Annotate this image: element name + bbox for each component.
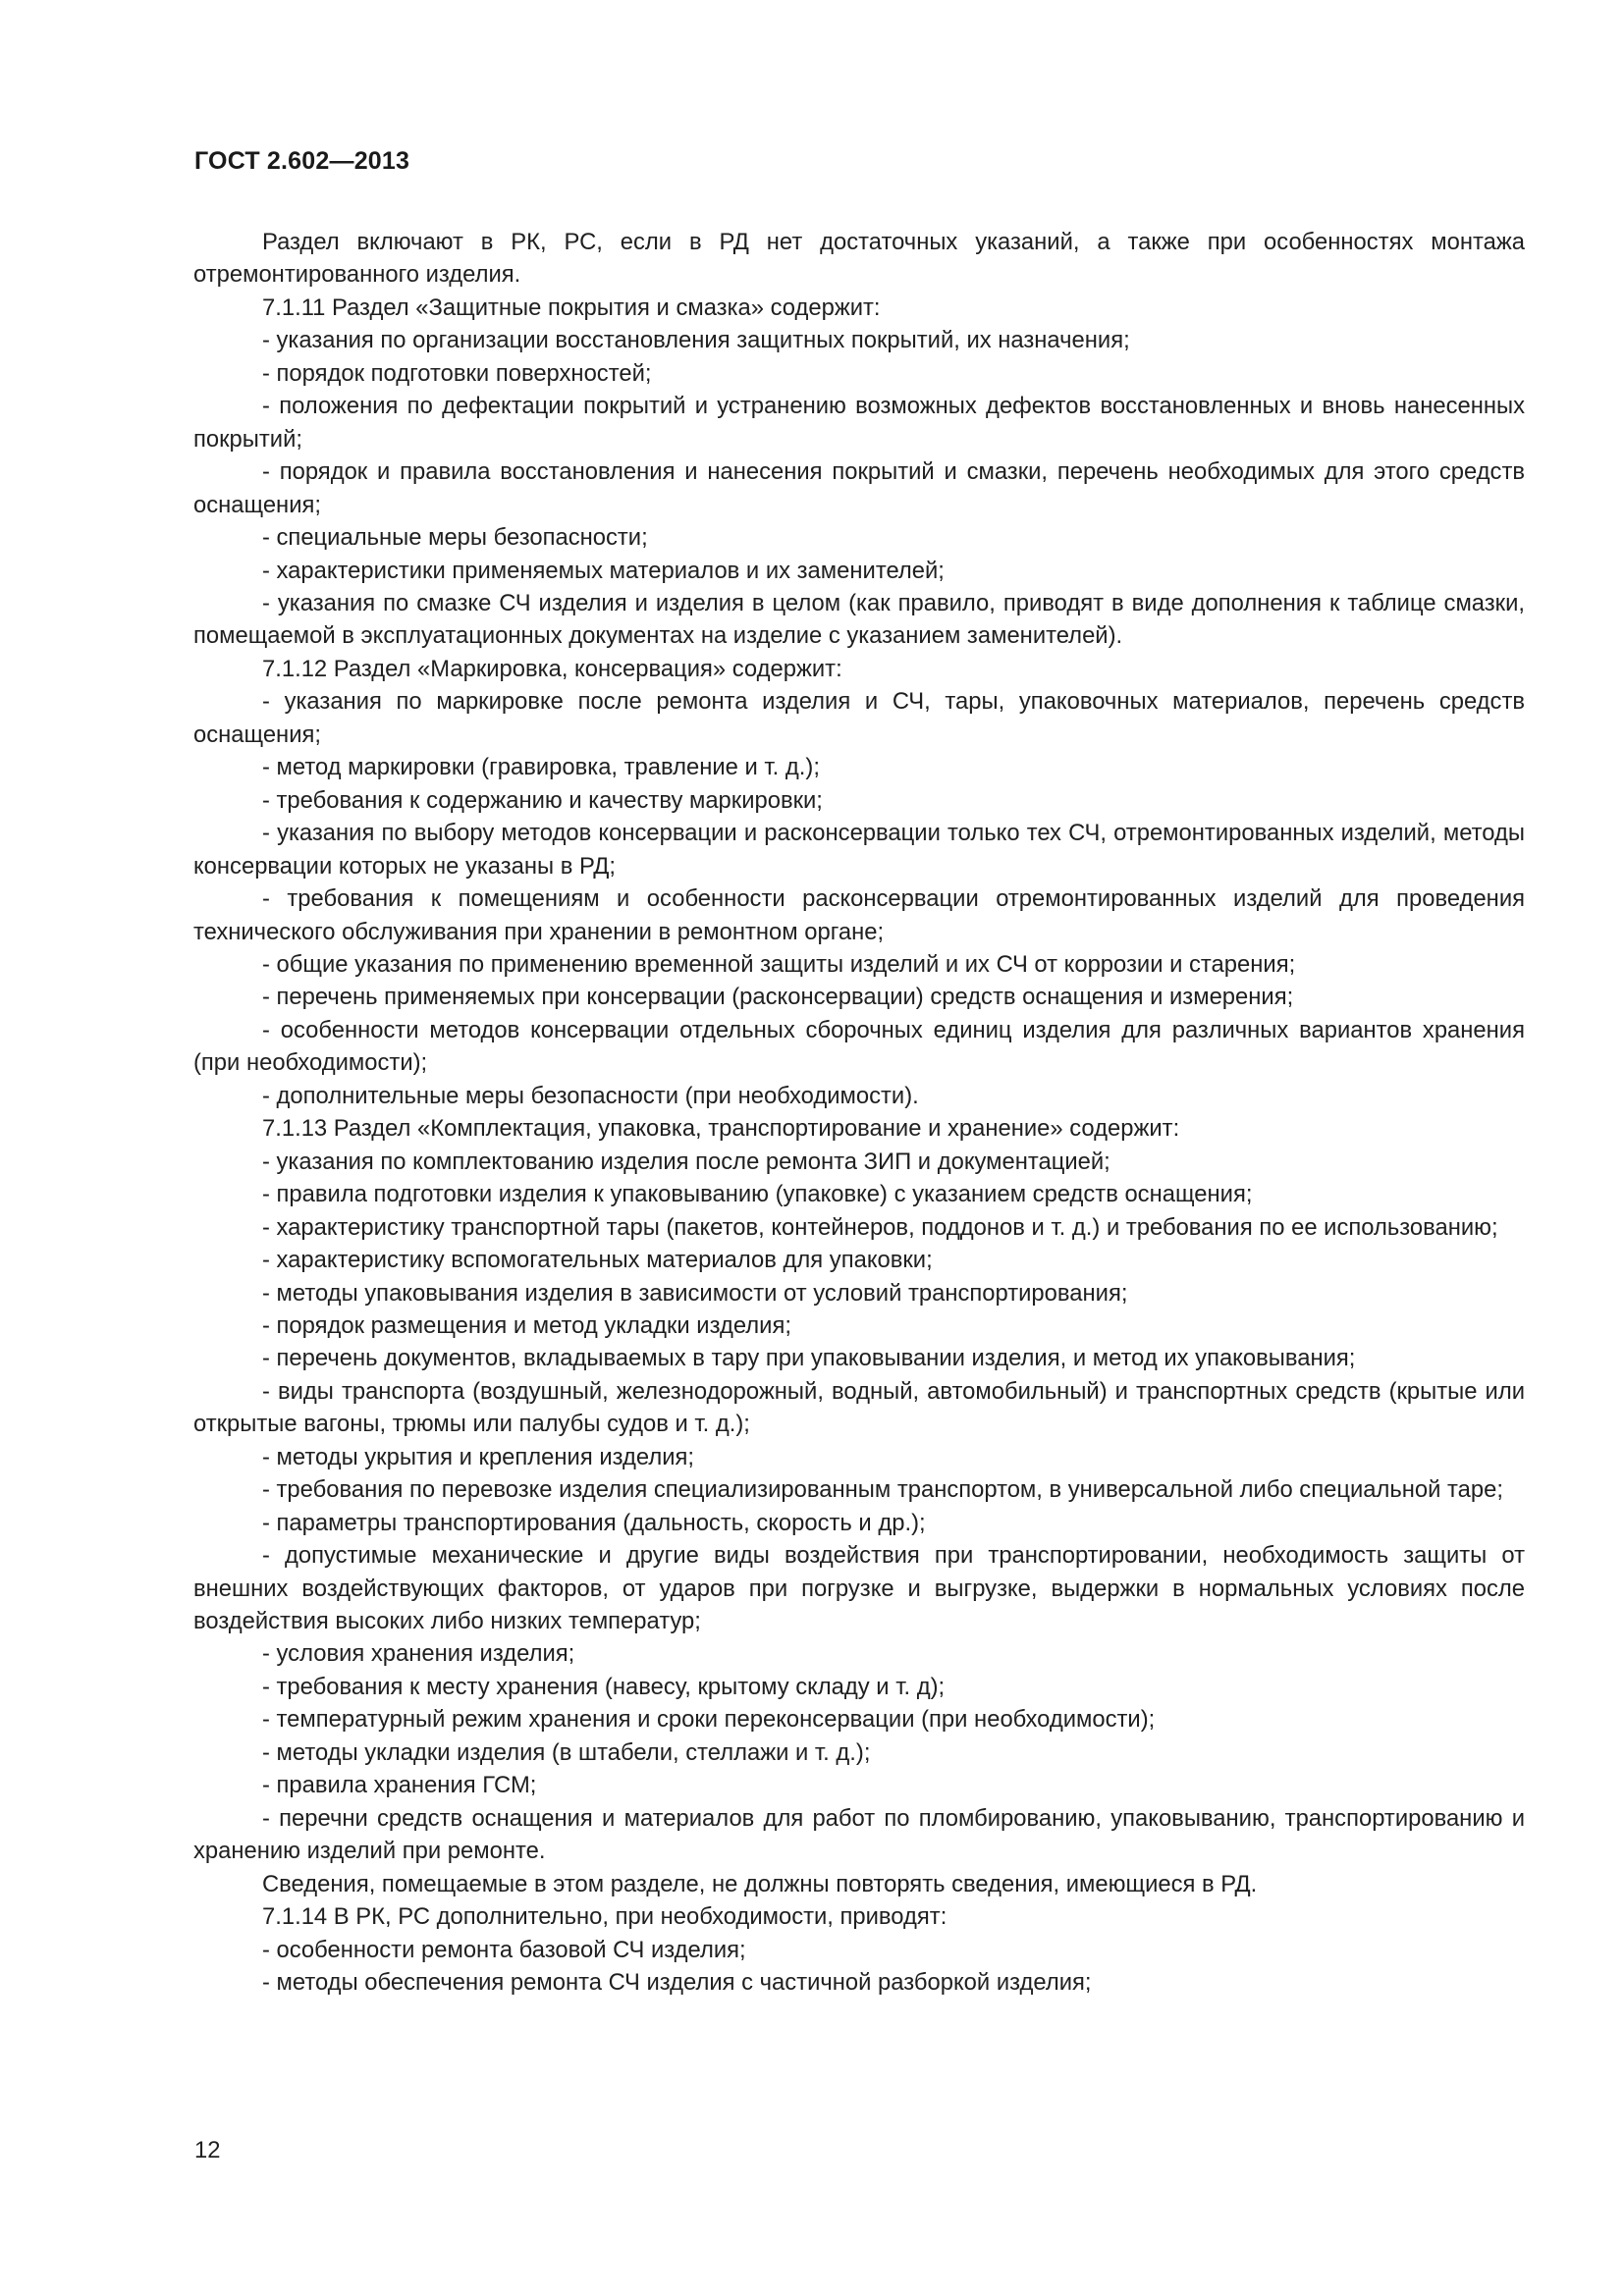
paragraph: - указания по смазке СЧ изделия и изделия в целом (как правило, приводят в виде дополнения к таблице смазки, помещаемой в эксплуатационных документах на изделие с указанием заменителей). bbox=[193, 589, 1525, 650]
paragraph: - методы упаковывания изделия в зависимости от условий транспортирования; bbox=[262, 1279, 1128, 1307]
paragraph: - особенности методов консервации отдельных сборочных единиц изделия для различных вариантов хранения (при необходимости); bbox=[193, 1016, 1525, 1077]
paragraph: Сведения, помещаемые в этом разделе, не должны повторять сведения, имеющиеся в РД. bbox=[262, 1870, 1258, 1897]
paragraph: - порядок и правила восстановления и нанесения покрытий и смазки, перечень необходимых для этого средств оснащения; bbox=[193, 458, 1525, 518]
paragraph: 7.1.11 Раздел «Защитные покрытия и смазка» содержит: bbox=[262, 294, 881, 321]
paragraph: - требования по перевозке изделия специализированным транспортом, в универсальной либо специальной таре; bbox=[262, 1476, 1503, 1504]
paragraph: 7.1.14 В РК, РС дополнительно, при необходимости, приводят: bbox=[262, 1903, 947, 1931]
paragraph: - указания по организации восстановления защитных покрытий, их назначения; bbox=[262, 327, 1130, 354]
paragraph: - требования к помещениям и особенности расконсервации отремонтированных изделий для проведения технического обслуживания при хранении в ремонтном органе; bbox=[193, 885, 1525, 945]
paragraph: Раздел включают в РК, РС, если в РД нет достаточных указаний, а также при особенностях монтажа отремонтированного изделия. bbox=[193, 229, 1525, 289]
paragraph: - методы обеспечения ремонта СЧ изделия с частичной разборкой изделия; bbox=[262, 1969, 1092, 1997]
paragraph: - перечни средств оснащения и материалов для работ по пломбированию, упаковыванию, транспортированию и хранению изделий при ремонте. bbox=[193, 1804, 1525, 1865]
paragraph: 7.1.13 Раздел «Комплектация, упаковка, транспортирование и хранение» содержит: bbox=[262, 1115, 1180, 1143]
paragraph: - положения по дефектации покрытий и устранению возможных дефектов восстановленных и вновь нанесенных покрытий; bbox=[193, 393, 1525, 453]
paragraph: - характеристики применяемых материалов и их заменителей; bbox=[262, 557, 945, 584]
paragraph: - виды транспорта (воздушный, железнодорожный, водный, автомобильный) и транспортных средств (крытые или открытые вагоны, трюмы или палубы судов и т. д.); bbox=[193, 1377, 1525, 1438]
paragraph: - дополнительные меры безопасности (при необходимости). bbox=[262, 1082, 919, 1109]
page-number: 12 bbox=[194, 2137, 221, 2163]
document-body bbox=[193, 226, 1525, 1999]
paragraph: - метод маркировки (гравировка, травление и т. д.); bbox=[262, 754, 820, 781]
paragraph: - параметры транспортирования (дальность, скорость и др.); bbox=[262, 1509, 926, 1536]
paragraph: - порядок подготовки поверхностей; bbox=[262, 359, 652, 387]
paragraph: - характеристику транспортной тары (пакетов, контейнеров, поддонов и т. д.) и требования по ее использованию; bbox=[262, 1213, 1498, 1241]
paragraph: - специальные меры безопасности; bbox=[262, 524, 648, 552]
paragraph: - особенности ремонта базовой СЧ изделия; bbox=[262, 1936, 746, 1963]
paragraph: - требования к содержанию и качеству маркировки; bbox=[262, 786, 823, 814]
paragraph: - характеристику вспомогательных материалов для упаковки; bbox=[262, 1247, 933, 1274]
paragraph: - допустимые механические и другие виды воздействия при транспортировании, необходимость защиты от внешних воздействующих факторов, от ударов при погрузке и выгрузке, выдержки в нормальных условиях после воздействия высоких либо низких температур; bbox=[193, 1542, 1525, 1635]
paragraph: - методы укрытия и крепления изделия; bbox=[262, 1443, 695, 1470]
paragraph: - указания по комплектованию изделия после ремонта ЗИП и документацией; bbox=[262, 1148, 1110, 1175]
paragraph: - правила хранения ГСМ; bbox=[262, 1772, 537, 1799]
paragraph: - температурный режим хранения и сроки переконсервации (при необходимости); bbox=[262, 1706, 1156, 1734]
paragraph: - указания по выбору методов консервации и расконсервации только тех СЧ, отремонтированных изделий, методы консервации которых не указаны в РД; bbox=[193, 820, 1525, 880]
paragraph: 7.1.12 Раздел «Маркировка, консервация» содержит: bbox=[262, 655, 842, 682]
paragraph: - перечень применяемых при консервации (расконсервации) средств оснащения и измерения; bbox=[262, 984, 1294, 1011]
paragraph: - указания по маркировке после ремонта изделия и СЧ, тары, упаковочных материалов, перечень средств оснащения; bbox=[193, 688, 1525, 748]
paragraph: - правила подготовки изделия к упаковыванию (упаковке) с указанием средств оснащения; bbox=[262, 1181, 1253, 1208]
document-header: ГОСТ 2.602—2013 bbox=[194, 147, 410, 175]
paragraph: - порядок размещения и метод укладки изделия; bbox=[262, 1311, 791, 1339]
paragraph: - требования к месту хранения (навесу, крытому складу и т. д); bbox=[262, 1673, 946, 1700]
paragraph: - методы укладки изделия (в штабели, стеллажи и т. д.); bbox=[262, 1738, 871, 1766]
paragraph: - перечень документов, вкладываемых в тару при упаковывании изделия, и метод их упаковывания; bbox=[262, 1345, 1356, 1372]
paragraph: - условия хранения изделия; bbox=[262, 1640, 575, 1668]
paragraph: - общие указания по применению временной защиты изделий и их СЧ от коррозии и старения; bbox=[262, 950, 1296, 978]
